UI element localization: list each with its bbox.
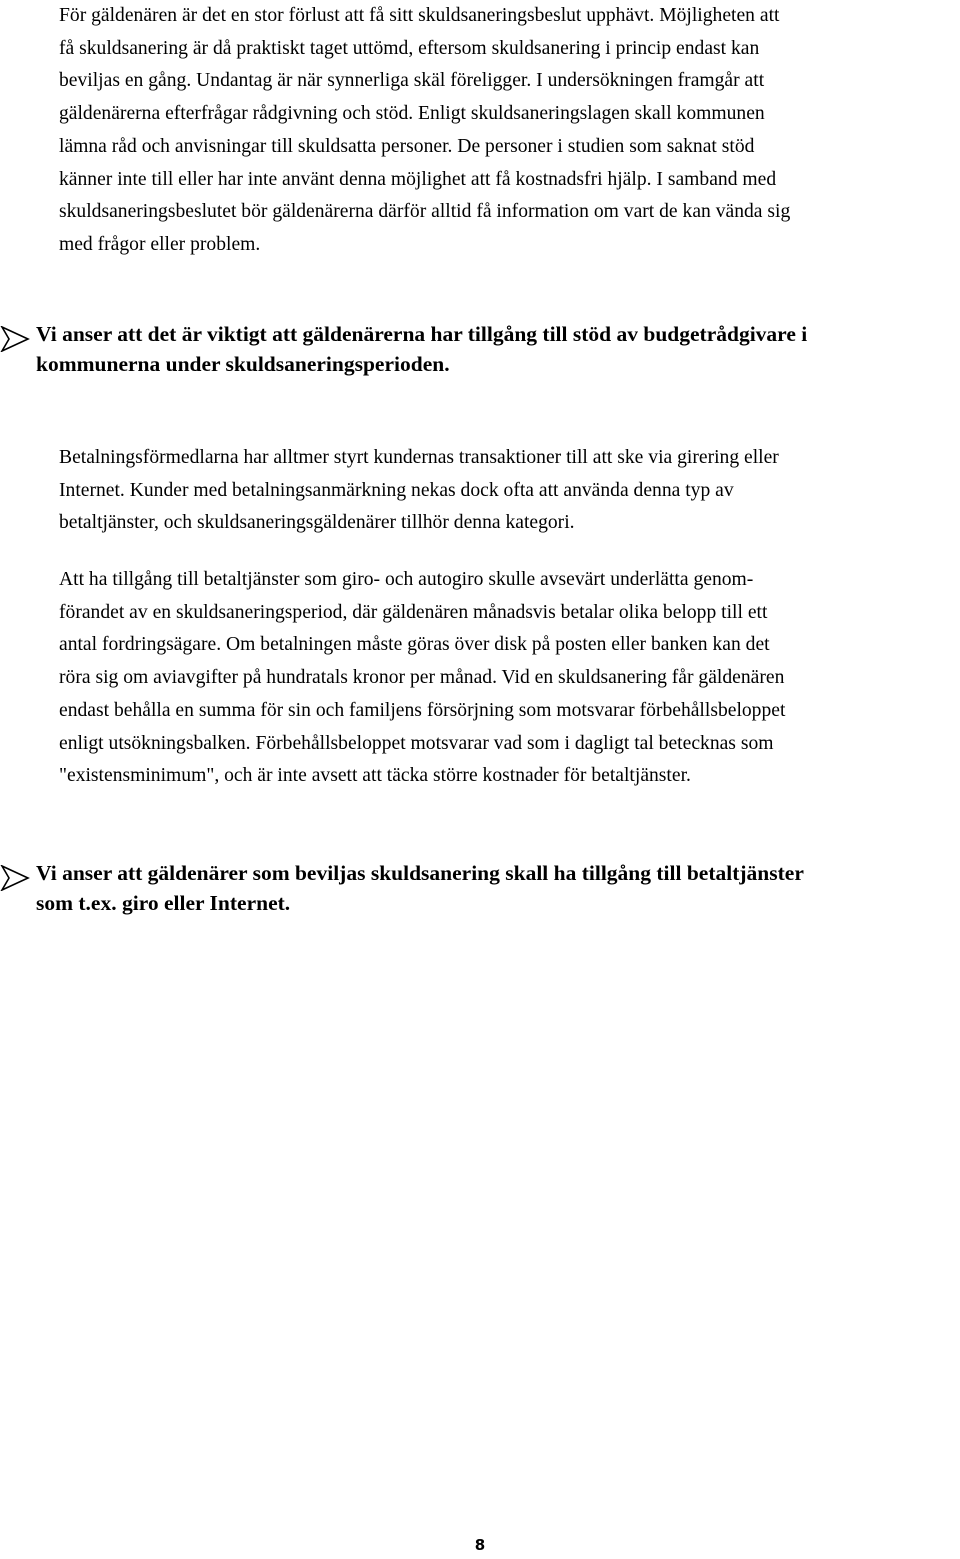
text-line: beviljas en gång. Undantag är när synnerliga skäl föreligger. I undersökningen framgår att xyxy=(59,70,765,92)
text-line: gäldenärerna efterfrågar rådgivning och stöd. Enligt skuldsaneringslagen skall kommunen xyxy=(59,103,765,125)
text-line: känner inte till eller har inte använt denna möjlighet att få kostnadsfri hjälp. I samband med xyxy=(59,168,777,190)
text-line: kommunerna under skuldsaneringsperioden. xyxy=(36,351,450,376)
text-line: röra sig om aviavgifter på hundratals kronor per månad. Vid en skuldsanering får gäldenären xyxy=(59,667,785,689)
recommendation-text xyxy=(36,320,960,379)
text-line: få skuldsanering är då praktiskt taget uttömd, eftersom skuldsanering i princip endast kan xyxy=(59,37,760,59)
text-line: enligt utsökningsbalken. Förbehållsbeloppet motsvarar vad som i dagligt tal betecknas som xyxy=(59,732,774,754)
recommendation-text xyxy=(36,859,960,918)
paragraph-debt-counselling xyxy=(59,0,939,262)
text-line: Vi anser att gäldenärer som beviljas skuldsanering skall ha tillgång till betaltjänster xyxy=(36,861,804,885)
text-line: Betalningsförmedlarna har alltmer styrt kundernas transaktioner till att ske via girering eller xyxy=(59,447,779,468)
text-line: som t.ex. giro eller Internet. xyxy=(36,890,291,915)
text-line: Vi anser att det är viktigt att gäldenärerna har tillgång till stöd av budgetrådgivare i xyxy=(36,322,808,346)
text-line: För gäldenären är det en stor förlust att få sitt skuldsaneringsbeslut upphävt. Möjligheten att xyxy=(59,5,780,26)
text-line: förandet av en skuldsaneringsperiod, där gäldenären månadsvis betalar olika belopp till ett xyxy=(59,601,768,623)
text-line: Att ha tillgång till betaltjänster som giro- och autogiro skulle avsevärt underlätta genom- xyxy=(59,569,754,590)
page-number: 8 xyxy=(474,1536,486,1554)
arrow-bullet-icon xyxy=(0,326,30,352)
text-line: antal fordringsägare. Om betalningen måste göras över disk på posten eller banken kan det xyxy=(59,634,770,656)
paragraph-payment-intermediaries xyxy=(59,442,939,540)
paragraph-payment-services xyxy=(59,564,939,793)
text-line: med frågor eller problem. xyxy=(59,233,261,255)
text-line: endast behålla en summa för sin och familjens försörjning som motsvarar förbehållsbeloppet xyxy=(59,699,786,721)
text-line: "existensminimum", och är inte avsett att täcka större kostnader för betaltjänster. xyxy=(59,765,691,787)
text-line: skuldsaneringsbeslutet bör gäldenärerna därför alltid få information om vart de kan vända sig xyxy=(59,201,791,223)
text-line: lämna råd och anvisningar till skuldsatta personer. De personer i studien som saknat stöd xyxy=(59,135,755,157)
text-line: betaltjänster, och skuldsaneringsgäldenärer tillhör denna kategori. xyxy=(59,512,575,534)
text-line: Internet. Kunder med betalningsanmärkning nekas dock ofta att använda denna typ av xyxy=(59,479,734,501)
arrow-bullet-icon xyxy=(0,865,30,891)
